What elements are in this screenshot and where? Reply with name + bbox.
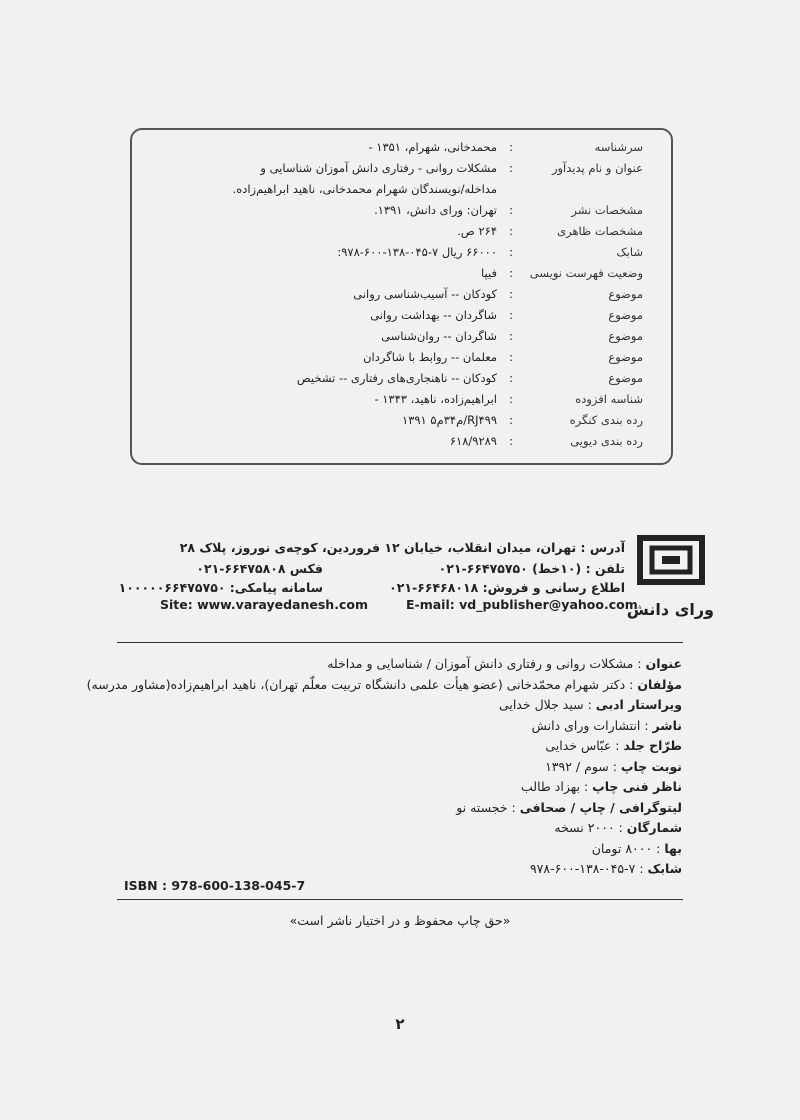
copyright-notice: «حق چاپ محفوظ و در اختیار ناشر است» [289, 913, 511, 928]
credit-value: : ۲۰۰۰ نسخه [554, 820, 623, 835]
cip-label: شناسه افزوده [575, 392, 643, 406]
cip-label: موضوع [608, 287, 643, 301]
cip-colon: : [509, 287, 513, 301]
page-number: ۲ [395, 1015, 405, 1033]
publisher-logo-text: ورای دانش [626, 600, 714, 619]
publisher-website[interactable]: Site: www.varayedanesh.com [160, 597, 368, 612]
cip-colon: : [509, 329, 513, 343]
cip-label: موضوع [608, 350, 643, 364]
cip-label: موضوع [608, 371, 643, 385]
credit-row [545, 759, 682, 774]
credit-value: : سید جلال خدایی [498, 697, 592, 712]
credit-label: بها [664, 840, 682, 856]
credit-value: : ۷-۰۴۵-۱۳۸-۶۰۰-۹۷۸ [529, 861, 644, 876]
credit-label: مؤلفان [637, 676, 682, 692]
credit-label: شمارگان [626, 820, 682, 835]
cip-label: رده بندی دیویی [570, 434, 643, 448]
cip-value-continued: مداخله/نویسندگان شهرام محمدخانی، ناهید ابراهیم‌زاده. [232, 182, 497, 196]
cip-value: شاگردان -- روان‌شناسی [381, 329, 497, 343]
cip-label: موضوع [608, 308, 643, 322]
publisher-address: آدرس : تهران، میدان انقلاب، خیابان ۱۲ فروردین، کوچه‌ی نوروز، پلاک ۲۸ [179, 540, 625, 555]
cip-label: مشخصات ظاهری [557, 224, 643, 238]
credit-label: شابک [647, 861, 682, 876]
cip-value: فیپا [481, 266, 497, 280]
cip-label: سرشناسه [594, 140, 643, 154]
credit-row [530, 861, 682, 876]
credit-value: : بهزاد طالب [520, 779, 589, 794]
cip-colon: : [509, 203, 513, 217]
cip-colon: : [509, 413, 513, 427]
publisher-sales: اطلاع رسانی و فروش: ۶۶۴۶۸۰۱۸-۰۲۱ [389, 580, 625, 595]
credit-value: : سوم / ۱۳۹۲ [545, 758, 617, 774]
credit-row [499, 697, 682, 712]
publisher-phone: تلفن : (۱۰خط) ۶۶۴۷۵۷۵۰-۰۲۱ [438, 561, 625, 576]
cip-label: رده بندی کنگره [569, 413, 643, 427]
cip-colon: : [509, 350, 513, 364]
cip-value: RJ۴۹۹/م۳۴م۵ ۱۳۹۱ [402, 413, 497, 427]
cip-value: ابراهیم‌زاده، ناهید، ۱۳۴۳ - [374, 392, 497, 406]
credit-value: : مشکلات روانی و رفتاری دانش آموزان / شناسایی و مداخله [327, 656, 642, 671]
cip-value: معلمان -- روابط با شاگردان [363, 350, 497, 364]
cip-value: ۶۶۰۰۰ ریال ۷-۰۴۵-۱۳۸-۶۰۰-۹۷۸: [337, 245, 497, 259]
cip-colon: : [509, 224, 513, 238]
cip-label: موضوع [608, 329, 643, 343]
cip-value: کودکان -- ناهنجاری‌های رفتاری -- تشخیص [296, 371, 497, 385]
credit-row [532, 718, 682, 733]
cip-colon: : [509, 245, 513, 259]
divider-top [117, 642, 683, 643]
credit-row [592, 841, 682, 856]
publisher-fax: فکس ۶۶۴۷۵۸۰۸-۰۲۱ [196, 561, 323, 576]
cip-colon: : [509, 161, 513, 175]
credit-label: ناشر [652, 717, 682, 733]
divider-bottom [117, 899, 683, 900]
cip-colon: : [509, 140, 513, 154]
credit-value: : انتشارات ورای دانش [531, 717, 649, 733]
cip-value: محمدخانی، شهرام، ۱۳۵۱ - [368, 140, 497, 154]
cip-colon: : [509, 434, 513, 448]
cip-value: ۶۱۸/۹۲۸۹ [449, 434, 497, 448]
cip-label: شابک [616, 245, 643, 259]
cip-value: ۲۶۴ ص. [457, 224, 497, 238]
credit-label: طرّاح جلد [623, 738, 682, 753]
cip-value: شاگردان -- بهداشت روانی [370, 308, 497, 322]
cip-value: مشکلات روانی - رفتاری دانش آموزان شناسایی و [260, 161, 497, 175]
credit-row [521, 779, 682, 794]
cip-colon: : [509, 308, 513, 322]
credit-row [87, 677, 682, 692]
cip-label: وضعیت فهرست نویسی [529, 266, 643, 280]
credit-label: لیتوگرافی / چاپ / صحافی [519, 799, 682, 815]
isbn-latin: ISBN : 978-600-138-045-7 [124, 878, 306, 893]
credit-row [456, 800, 682, 815]
credit-row [554, 820, 682, 835]
cip-value: تهران: ورای دانش، ۱۳۹۱. [374, 203, 497, 217]
cip-colon: : [509, 266, 513, 280]
credit-label: ناظر فنی چاپ [592, 779, 682, 794]
cip-label: مشخصات نشر [571, 203, 643, 217]
cip-colon: : [509, 392, 513, 406]
credit-row [545, 738, 682, 753]
credit-label: ویراستار ادبی [595, 697, 682, 712]
credit-value: : عبّاس خدایی [545, 738, 620, 753]
credit-value: : دکتر شهرام محمّدخانی (عضو هیأت علمی دانشگاه تربیت معلّم تهران)، ناهید ابراهیم‌زاده(مشاور مدرسه) [86, 676, 634, 692]
credit-value: : ۸۰۰۰ تومان [591, 840, 661, 856]
cip-value: کودکان -- آسیب‌شناسی روانی [353, 287, 497, 301]
cip-label: عنوان و نام پدیدآور [551, 161, 643, 175]
credit-label: نوبت چاپ [620, 758, 682, 774]
publisher-sms: سامانه پیامکی: ۱۰۰۰۰۰۶۶۴۷۵۷۵۰ [118, 580, 323, 595]
credit-row [327, 656, 682, 671]
publisher-email[interactable]: E-mail: vd_publisher@yahoo.com [406, 597, 638, 612]
cip-colon: : [509, 371, 513, 385]
credit-label: عنوان [645, 656, 682, 671]
credit-value: : خجسته نو [456, 799, 516, 815]
